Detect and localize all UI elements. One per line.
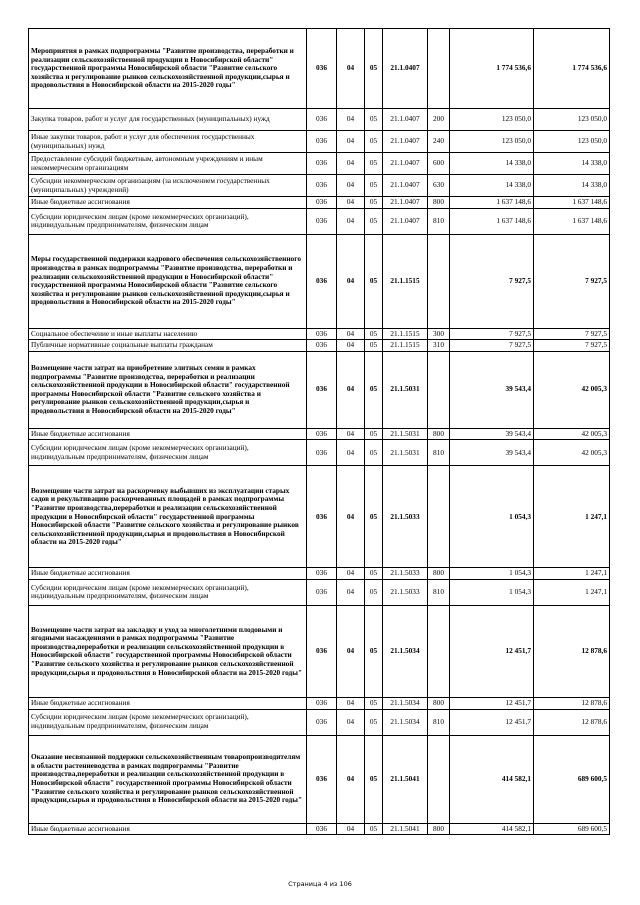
cell-ved: 036 [307, 709, 337, 735]
cell-csr: 21.1.5034 [383, 605, 428, 697]
table-row [29, 328, 610, 340]
cell-sum-2: 42 005,3 [534, 428, 610, 440]
cell-rz: 04 [337, 579, 365, 605]
cell-vr [428, 735, 450, 823]
cell-sum-2: 689 600,5 [534, 735, 610, 823]
cell-pr: 05 [365, 568, 383, 580]
cell-pr: 05 [365, 328, 383, 340]
cell-csr: 21.1.5033 [383, 579, 428, 605]
cell-sum-1: 7 927,5 [450, 328, 534, 340]
cell-vr: 600 [428, 153, 450, 175]
cell-pr: 05 [365, 208, 383, 234]
table-row [29, 351, 610, 428]
cell-sum-2: 1 637 148,6 [534, 208, 610, 234]
cell-sum-1: 39 543,4 [450, 428, 534, 440]
cell-name: Иные бюджетные ассигнования [29, 823, 307, 835]
cell-csr: 21.1.0407 [383, 208, 428, 234]
cell-sum-1: 14 338,0 [450, 153, 534, 175]
cell-ved: 036 [307, 605, 337, 697]
cell-ved: 036 [307, 697, 337, 709]
cell-ved: 036 [307, 428, 337, 440]
cell-sum-1: 123 050,0 [450, 109, 534, 131]
cell-vr: 300 [428, 328, 450, 340]
cell-rz: 04 [337, 466, 365, 568]
cell-rz: 04 [337, 351, 365, 428]
cell-name: Предоставление субсидий бюджетным, автономным учреждениям и иным некоммерческим организациям [29, 153, 307, 175]
cell-vr: 810 [428, 208, 450, 234]
cell-name: Субсидии юридическим лицам (кроме некоммерческих организаций), индивидуальным предпринимателям, физическим лицам [29, 440, 307, 466]
cell-name: Иные закупки товаров, работ и услуг для обеспечения государственных (муниципальных) нужд [29, 131, 307, 153]
cell-vr: 800 [428, 428, 450, 440]
cell-sum-1: 12 451,7 [450, 605, 534, 697]
cell-csr: 21.1.5034 [383, 697, 428, 709]
cell-csr: 21.1.0407 [383, 131, 428, 153]
cell-csr: 21.1.0407 [383, 29, 428, 109]
cell-rz: 04 [337, 208, 365, 234]
cell-name: Публичные нормативные социальные выплаты гражданам [29, 340, 307, 352]
cell-pr: 05 [365, 605, 383, 697]
page-number: Страница 4 из 106 [288, 880, 352, 888]
cell-sum-2: 14 338,0 [534, 153, 610, 175]
cell-sum-2: 12 878,6 [534, 697, 610, 709]
cell-sum-2: 14 338,0 [534, 175, 610, 197]
cell-sum-1: 1 054,3 [450, 579, 534, 605]
cell-ved: 036 [307, 234, 337, 328]
cell-rz: 04 [337, 109, 365, 131]
cell-pr: 05 [365, 131, 383, 153]
cell-pr: 05 [365, 823, 383, 835]
cell-csr: 21.1.1515 [383, 340, 428, 352]
cell-rz: 04 [337, 605, 365, 697]
cell-rz: 04 [337, 568, 365, 580]
table-row [29, 197, 610, 209]
table-body [29, 29, 610, 835]
cell-pr: 05 [365, 109, 383, 131]
cell-sum-2: 12 878,6 [534, 605, 610, 697]
cell-sum-2: 7 927,5 [534, 328, 610, 340]
cell-ved: 036 [307, 340, 337, 352]
cell-rz: 04 [337, 234, 365, 328]
cell-sum-2: 12 878,6 [534, 709, 610, 735]
cell-vr: 810 [428, 440, 450, 466]
cell-name: Иные бюджетные ассигнования [29, 568, 307, 580]
cell-sum-2: 123 050,0 [534, 109, 610, 131]
cell-rz: 04 [337, 175, 365, 197]
cell-sum-1: 1 774 536,6 [450, 29, 534, 109]
cell-sum-1: 1 637 148,6 [450, 197, 534, 209]
cell-sum-1: 39 543,4 [450, 440, 534, 466]
cell-sum-1: 1 054,3 [450, 466, 534, 568]
cell-vr [428, 234, 450, 328]
cell-rz: 04 [337, 153, 365, 175]
cell-vr [428, 466, 450, 568]
cell-csr: 21.1.5041 [383, 823, 428, 835]
cell-csr: 21.1.1515 [383, 328, 428, 340]
cell-sum-2: 1 247,1 [534, 579, 610, 605]
cell-vr: 310 [428, 340, 450, 352]
table-row [29, 109, 610, 131]
cell-csr: 21.1.5031 [383, 428, 428, 440]
cell-csr: 21.1.5034 [383, 709, 428, 735]
cell-pr: 05 [365, 735, 383, 823]
cell-sum-1: 414 582,1 [450, 735, 534, 823]
cell-name: Субсидии юридическим лицам (кроме некоммерческих организаций), индивидуальным предпринимателям, физическим лицам [29, 208, 307, 234]
cell-rz: 04 [337, 823, 365, 835]
cell-csr: 21.1.5031 [383, 440, 428, 466]
cell-ved: 036 [307, 153, 337, 175]
table-row [29, 823, 610, 835]
cell-rz: 04 [337, 735, 365, 823]
cell-sum-2: 1 637 148,6 [534, 197, 610, 209]
table-row [29, 153, 610, 175]
cell-name: Меры государственной поддержки кадрового обеспечения сельскохозяйственного производства в рамках подпрограммы "Развитие производства, переработки и реализации сельскохозяйственной продукции в Новосибирской области" государственной программы Новосибирской области "Развитие сельского хозяйства и регулирование рынков сельскохозяйственной продукции,сырья и продовольствия в Новосибирской области на 2015-2020 годы" [29, 234, 307, 328]
cell-vr: 630 [428, 175, 450, 197]
cell-sum-1: 414 582,1 [450, 823, 534, 835]
cell-pr: 05 [365, 175, 383, 197]
cell-ved: 036 [307, 109, 337, 131]
cell-vr: 800 [428, 697, 450, 709]
cell-ved: 036 [307, 131, 337, 153]
cell-pr: 05 [365, 697, 383, 709]
cell-csr: 21.1.5031 [383, 351, 428, 428]
cell-sum-2: 1 774 536,6 [534, 29, 610, 109]
cell-pr: 05 [365, 579, 383, 605]
cell-name: Социальное обеспечение и иные выплаты населению [29, 328, 307, 340]
cell-sum-1: 39 543,4 [450, 351, 534, 428]
cell-ved: 036 [307, 29, 337, 109]
cell-vr [428, 351, 450, 428]
cell-vr: 800 [428, 823, 450, 835]
cell-name: Мероприятия в рамках подпрограммы "Развитие производства, переработки и реализации сельскохозяйственной продукции в Новосибирской области" государственной программы Новосибирской области "Развитие сельского хозяйства и регулирование рынков сельскохозяйственной продукции,сырья и продовольствия в Новосибирской области на 2015-2020 годы" [29, 29, 307, 109]
cell-rz: 04 [337, 428, 365, 440]
table-row [29, 175, 610, 197]
cell-ved: 036 [307, 175, 337, 197]
table-row [29, 29, 610, 109]
table-row [29, 579, 610, 605]
table-row [29, 131, 610, 153]
cell-csr: 21.1.0407 [383, 175, 428, 197]
table-row [29, 697, 610, 709]
cell-sum-1: 7 927,5 [450, 340, 534, 352]
cell-ved: 036 [307, 197, 337, 209]
cell-name: Субсидии юридическим лицам (кроме некоммерческих организаций), индивидуальным предпринимателям, физическим лицам [29, 579, 307, 605]
table-row [29, 709, 610, 735]
cell-sum-2: 1 247,1 [534, 466, 610, 568]
cell-rz: 04 [337, 709, 365, 735]
cell-name: Оказание несвязанной поддержки сельскохозяйственным товаропроизводителям в области растениеводства в рамках подпрограммы "Развитие производства,переработки и реализации сельскохозяйственной продукции в Новосибирской области" государственной программы Новосибирской области "Развитие сельского хозяйства и регулирование рынков сельскохозяйственной продукции,сырья и продовольствия в Новосибирской области на 2015-2020 годы" [29, 735, 307, 823]
cell-sum-1: 12 451,7 [450, 697, 534, 709]
cell-sum-2: 42 005,3 [534, 440, 610, 466]
cell-vr [428, 605, 450, 697]
cell-name: Иные бюджетные ассигнования [29, 697, 307, 709]
cell-ved: 036 [307, 568, 337, 580]
cell-name: Закупка товаров, работ и услуг для государственных (муниципальных) нужд [29, 109, 307, 131]
cell-rz: 04 [337, 131, 365, 153]
cell-vr: 810 [428, 579, 450, 605]
cell-ved: 036 [307, 466, 337, 568]
cell-rz: 04 [337, 328, 365, 340]
cell-vr: 810 [428, 709, 450, 735]
cell-sum-2: 123 050,0 [534, 131, 610, 153]
cell-sum-2: 689 600,5 [534, 823, 610, 835]
cell-name: Возмещение части затрат на приобретение элитных семян в рамках подпрограммы "Развитие производства, переработки и реализации сельскохозяйственной продукции в Новосибирской области" государственной программы Новосибирской области "Развитие сельского хозяйства и регулирование рынков сельскохозяйственной продукции,сырья и продовольствия в Новосибирской области на 2015-2020 годы" [29, 351, 307, 428]
cell-sum-2: 42 005,3 [534, 351, 610, 428]
cell-name: Субсидии некоммерческим организациям (за исключением государственных (муниципальных) учреждений) [29, 175, 307, 197]
cell-sum-2: 1 247,1 [534, 568, 610, 580]
cell-sum-1: 1 637 148,6 [450, 208, 534, 234]
cell-csr: 21.1.0407 [383, 197, 428, 209]
cell-csr: 21.1.0407 [383, 153, 428, 175]
table-row [29, 466, 610, 568]
cell-pr: 05 [365, 351, 383, 428]
cell-sum-1: 14 338,0 [450, 175, 534, 197]
cell-ved: 036 [307, 328, 337, 340]
cell-sum-1: 7 927,5 [450, 234, 534, 328]
table-row [29, 605, 610, 697]
cell-sum-2: 7 927,5 [534, 340, 610, 352]
cell-pr: 05 [365, 153, 383, 175]
cell-vr: 240 [428, 131, 450, 153]
cell-ved: 036 [307, 351, 337, 428]
cell-vr [428, 29, 450, 109]
table-row [29, 568, 610, 580]
cell-name: Иные бюджетные ассигнования [29, 197, 307, 209]
cell-ved: 036 [307, 579, 337, 605]
cell-pr: 05 [365, 340, 383, 352]
cell-csr: 21.1.1515 [383, 234, 428, 328]
cell-rz: 04 [337, 440, 365, 466]
cell-ved: 036 [307, 208, 337, 234]
cell-ved: 036 [307, 735, 337, 823]
table-row [29, 208, 610, 234]
cell-sum-1: 1 054,3 [450, 568, 534, 580]
cell-pr: 05 [365, 29, 383, 109]
cell-rz: 04 [337, 697, 365, 709]
cell-pr: 05 [365, 197, 383, 209]
cell-csr: 21.1.5041 [383, 735, 428, 823]
table-row [29, 735, 610, 823]
cell-name: Субсидии юридическим лицам (кроме некоммерческих организаций), индивидуальным предпринимателям, физическим лицам [29, 709, 307, 735]
cell-name: Возмещение части затрат на закладку и уход за многолетними плодовыми и ягодными насаждениями в рамках подпрограммы "Развитие производства,переработки и реализации сельскохозяйственной продукции в Новосибирской области" государственной программы Новосибирской области "Развитие сельского хозяйства и регулирование рынков сельскохозяйственной продукции,сырья и продовольствия в Новосибирской области на 2015-2020 годы" [29, 605, 307, 697]
cell-csr: 21.1.0407 [383, 109, 428, 131]
cell-rz: 04 [337, 29, 365, 109]
cell-pr: 05 [365, 428, 383, 440]
table-row [29, 234, 610, 328]
cell-vr: 800 [428, 197, 450, 209]
table-row [29, 440, 610, 466]
cell-sum-1: 123 050,0 [450, 131, 534, 153]
cell-pr: 05 [365, 466, 383, 568]
cell-ved: 036 [307, 823, 337, 835]
table-row [29, 340, 610, 352]
budget-table [28, 28, 610, 835]
cell-ved: 036 [307, 440, 337, 466]
cell-csr: 21.1.5033 [383, 466, 428, 568]
cell-name: Возмещение части затрат на раскорчевку выбывших из эксплуатации старых садов и рекультивацию раскорчеванных площадей в рамках подпрограммы "Развитие производства,переработки и реализации сельскохозяйственной продукции в Новосибирской области" государственной программы Новосибирской области "Развитие сельского хозяйства и регулирование рынков сельскохозяйственной продукции,сырья и продовольствия в Новосибирской области на 2015-2020 годы" [29, 466, 307, 568]
cell-rz: 04 [337, 197, 365, 209]
cell-csr: 21.1.5033 [383, 568, 428, 580]
cell-sum-2: 7 927,5 [534, 234, 610, 328]
cell-name: Иные бюджетные ассигнования [29, 428, 307, 440]
cell-sum-1: 12 451,7 [450, 709, 534, 735]
cell-pr: 05 [365, 709, 383, 735]
cell-pr: 05 [365, 440, 383, 466]
cell-rz: 04 [337, 340, 365, 352]
cell-vr: 800 [428, 568, 450, 580]
cell-vr: 200 [428, 109, 450, 131]
cell-pr: 05 [365, 234, 383, 328]
table-row [29, 428, 610, 440]
